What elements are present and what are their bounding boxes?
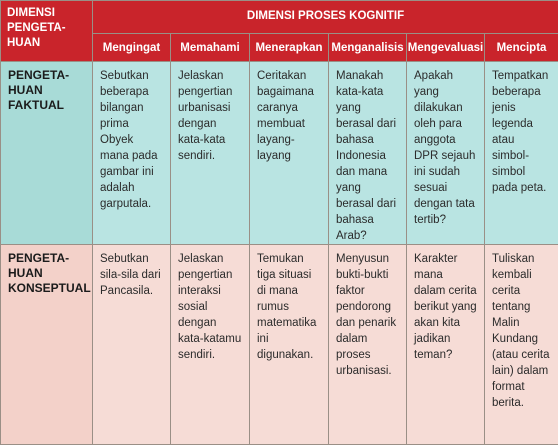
table-cell: Menyusun bukti-bukti faktor pendorong dan penarik dalam proses urbanisasi. xyxy=(329,245,407,445)
table-cell: Ceritakan bagaimana caranya membuat layang-layang xyxy=(250,62,329,245)
table-cell: Apakah yang dilakukan oleh para anggota DPR sejauh ini sudah sesuai dengan tata tertib? xyxy=(407,62,485,245)
corner-header-label: DIMENSI PENGETA-HUAN xyxy=(7,7,66,49)
table-cell: Karakter mana dalam cerita berikut yang akan kita jadikan teman? xyxy=(407,245,485,445)
table-cell: Sebutkan beberapa bilangan prima Obyek mana pada gambar ini adalah garputala. xyxy=(93,62,171,245)
column-header: Memahami xyxy=(171,34,250,62)
table-row xyxy=(1,245,558,445)
table-row xyxy=(1,62,558,245)
table-cell: Jelaskan pengertian urbanisasi dengan kata-kata sendiri. xyxy=(171,62,250,245)
column-header: Menerapkan xyxy=(250,34,329,62)
table-cell: Tempatkan beberapa jenis legenda atau simbol-simbol pada peta. xyxy=(485,62,558,245)
row-header: PENGETA-HUAN KONSEPTUAL xyxy=(1,245,93,445)
table-cell: Tuliskan kembali cerita tentang Malin Kundang (atau cerita lain) dalam format berita. xyxy=(485,245,558,445)
cognitive-dimension-header xyxy=(93,1,558,34)
column-header: Mengingat xyxy=(93,34,171,62)
table-cell: Jelaskan pengertian interaksi sosial dengan kata-katamu sendiri. xyxy=(171,245,250,445)
column-header: Mengevaluasi xyxy=(407,34,485,62)
corner-header xyxy=(1,1,93,62)
table-cell: Sebutkan sila-sila dari Pancasila. xyxy=(93,245,171,445)
row-header: PENGETA-HUAN FAKTUAL xyxy=(1,62,93,245)
table-cell: Temukan tiga situasi di mana rumus matematika ini digunakan. xyxy=(250,245,329,445)
column-header: Menganalisis xyxy=(329,34,407,62)
cognitive-dimension-header-label: DIMENSI PROSES KOGNITIF xyxy=(246,10,405,22)
table-cell: Manakah kata-kata yang berasal dari bahasa Indonesia dan mana yang berasal dari bahasa Arab? xyxy=(329,62,407,245)
column-header: Mencipta xyxy=(485,34,558,62)
